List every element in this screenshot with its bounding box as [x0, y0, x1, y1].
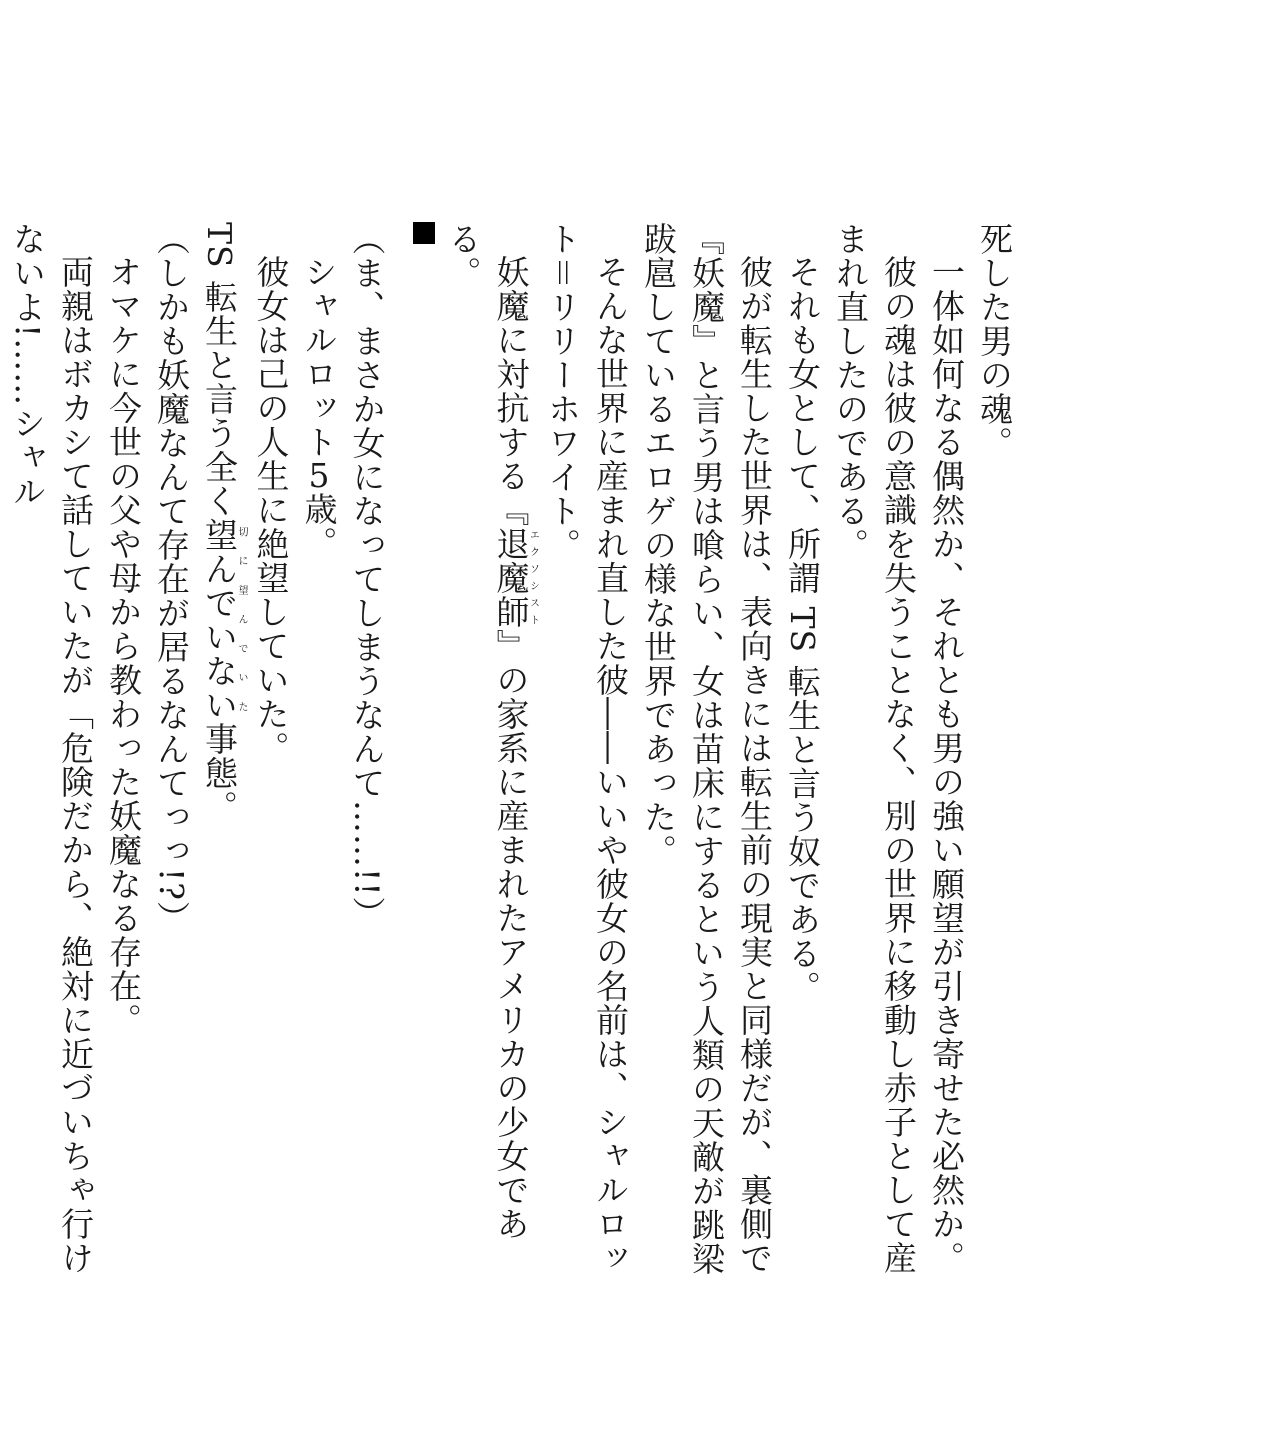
- p7-after: 』の家系に産まれたアメリカの少女である。: [443, 222, 531, 1241]
- paragraph-3: 彼の魂は彼の意識を失うことなく、別の世界に移動し赤子として産まれ直したのである。: [831, 222, 918, 1275]
- line-despair: 彼女は己の人生に絶望していた。: [251, 255, 291, 765]
- ruby-exorcist: [491, 527, 539, 629]
- vertical-text-body: [8, 222, 1018, 1302]
- ruby-text: エクソシスト: [527, 527, 539, 629]
- paragraph-7: [439, 222, 539, 1302]
- ts-before: TS 転生と言う全く: [200, 222, 239, 519]
- ts-after: 事態。: [200, 722, 239, 825]
- ruby-base: 退魔師: [491, 527, 531, 629]
- p7-before: 妖魔に対抗する『: [491, 255, 531, 527]
- section-break: [391, 222, 439, 1302]
- line-parents: 両親はボカシて話していたが「危険だから、絶対に近づいちゃ行けないよ!……シャル: [8, 222, 95, 1275]
- line-age: [295, 222, 343, 1302]
- age-before: シャルロット: [299, 255, 339, 459]
- paragraph-1: 死した男の魂。: [975, 222, 1014, 460]
- ruby-wish: [200, 518, 247, 723]
- paragraph-4: それも女として、所謂 TS 転生と言う奴である。: [783, 255, 822, 1005]
- line-ts: [195, 222, 247, 1302]
- ruby-base-2: 望んでいない: [200, 518, 239, 723]
- line-monologue-1: （ま、まさか女になってしまうなんて……!!）: [347, 222, 387, 931]
- age-number: 5: [308, 459, 330, 492]
- line-monologue-2: （しかも妖魔なんて存在が居るなんてっっ!?）: [152, 222, 191, 935]
- section-mark-square: [413, 222, 435, 244]
- paragraph-5: 彼が転生した世界は、表向きには転生前の現実と同様だが、裏側で『妖魔』と言う男は喰らい、女は苗床にするという人類の天敵が跳梁跋扈しているエロゲの様な世界であった。: [639, 222, 774, 1276]
- paragraph-2: 一体如何なる偶然か、それとも男の強い願望が引き寄せた必然か。: [927, 255, 966, 1275]
- ruby-text-2: 切に望んでいた: [236, 518, 247, 723]
- age-after: 歳。: [299, 492, 339, 560]
- line-omake: オマケに今世の父や母から教わった妖魔なる存在。: [104, 255, 143, 1037]
- paragraph-6: そんな世界に産まれ直した彼――いいや彼女の名前は、シャルロット＝リリーホワイト。: [543, 222, 630, 1275]
